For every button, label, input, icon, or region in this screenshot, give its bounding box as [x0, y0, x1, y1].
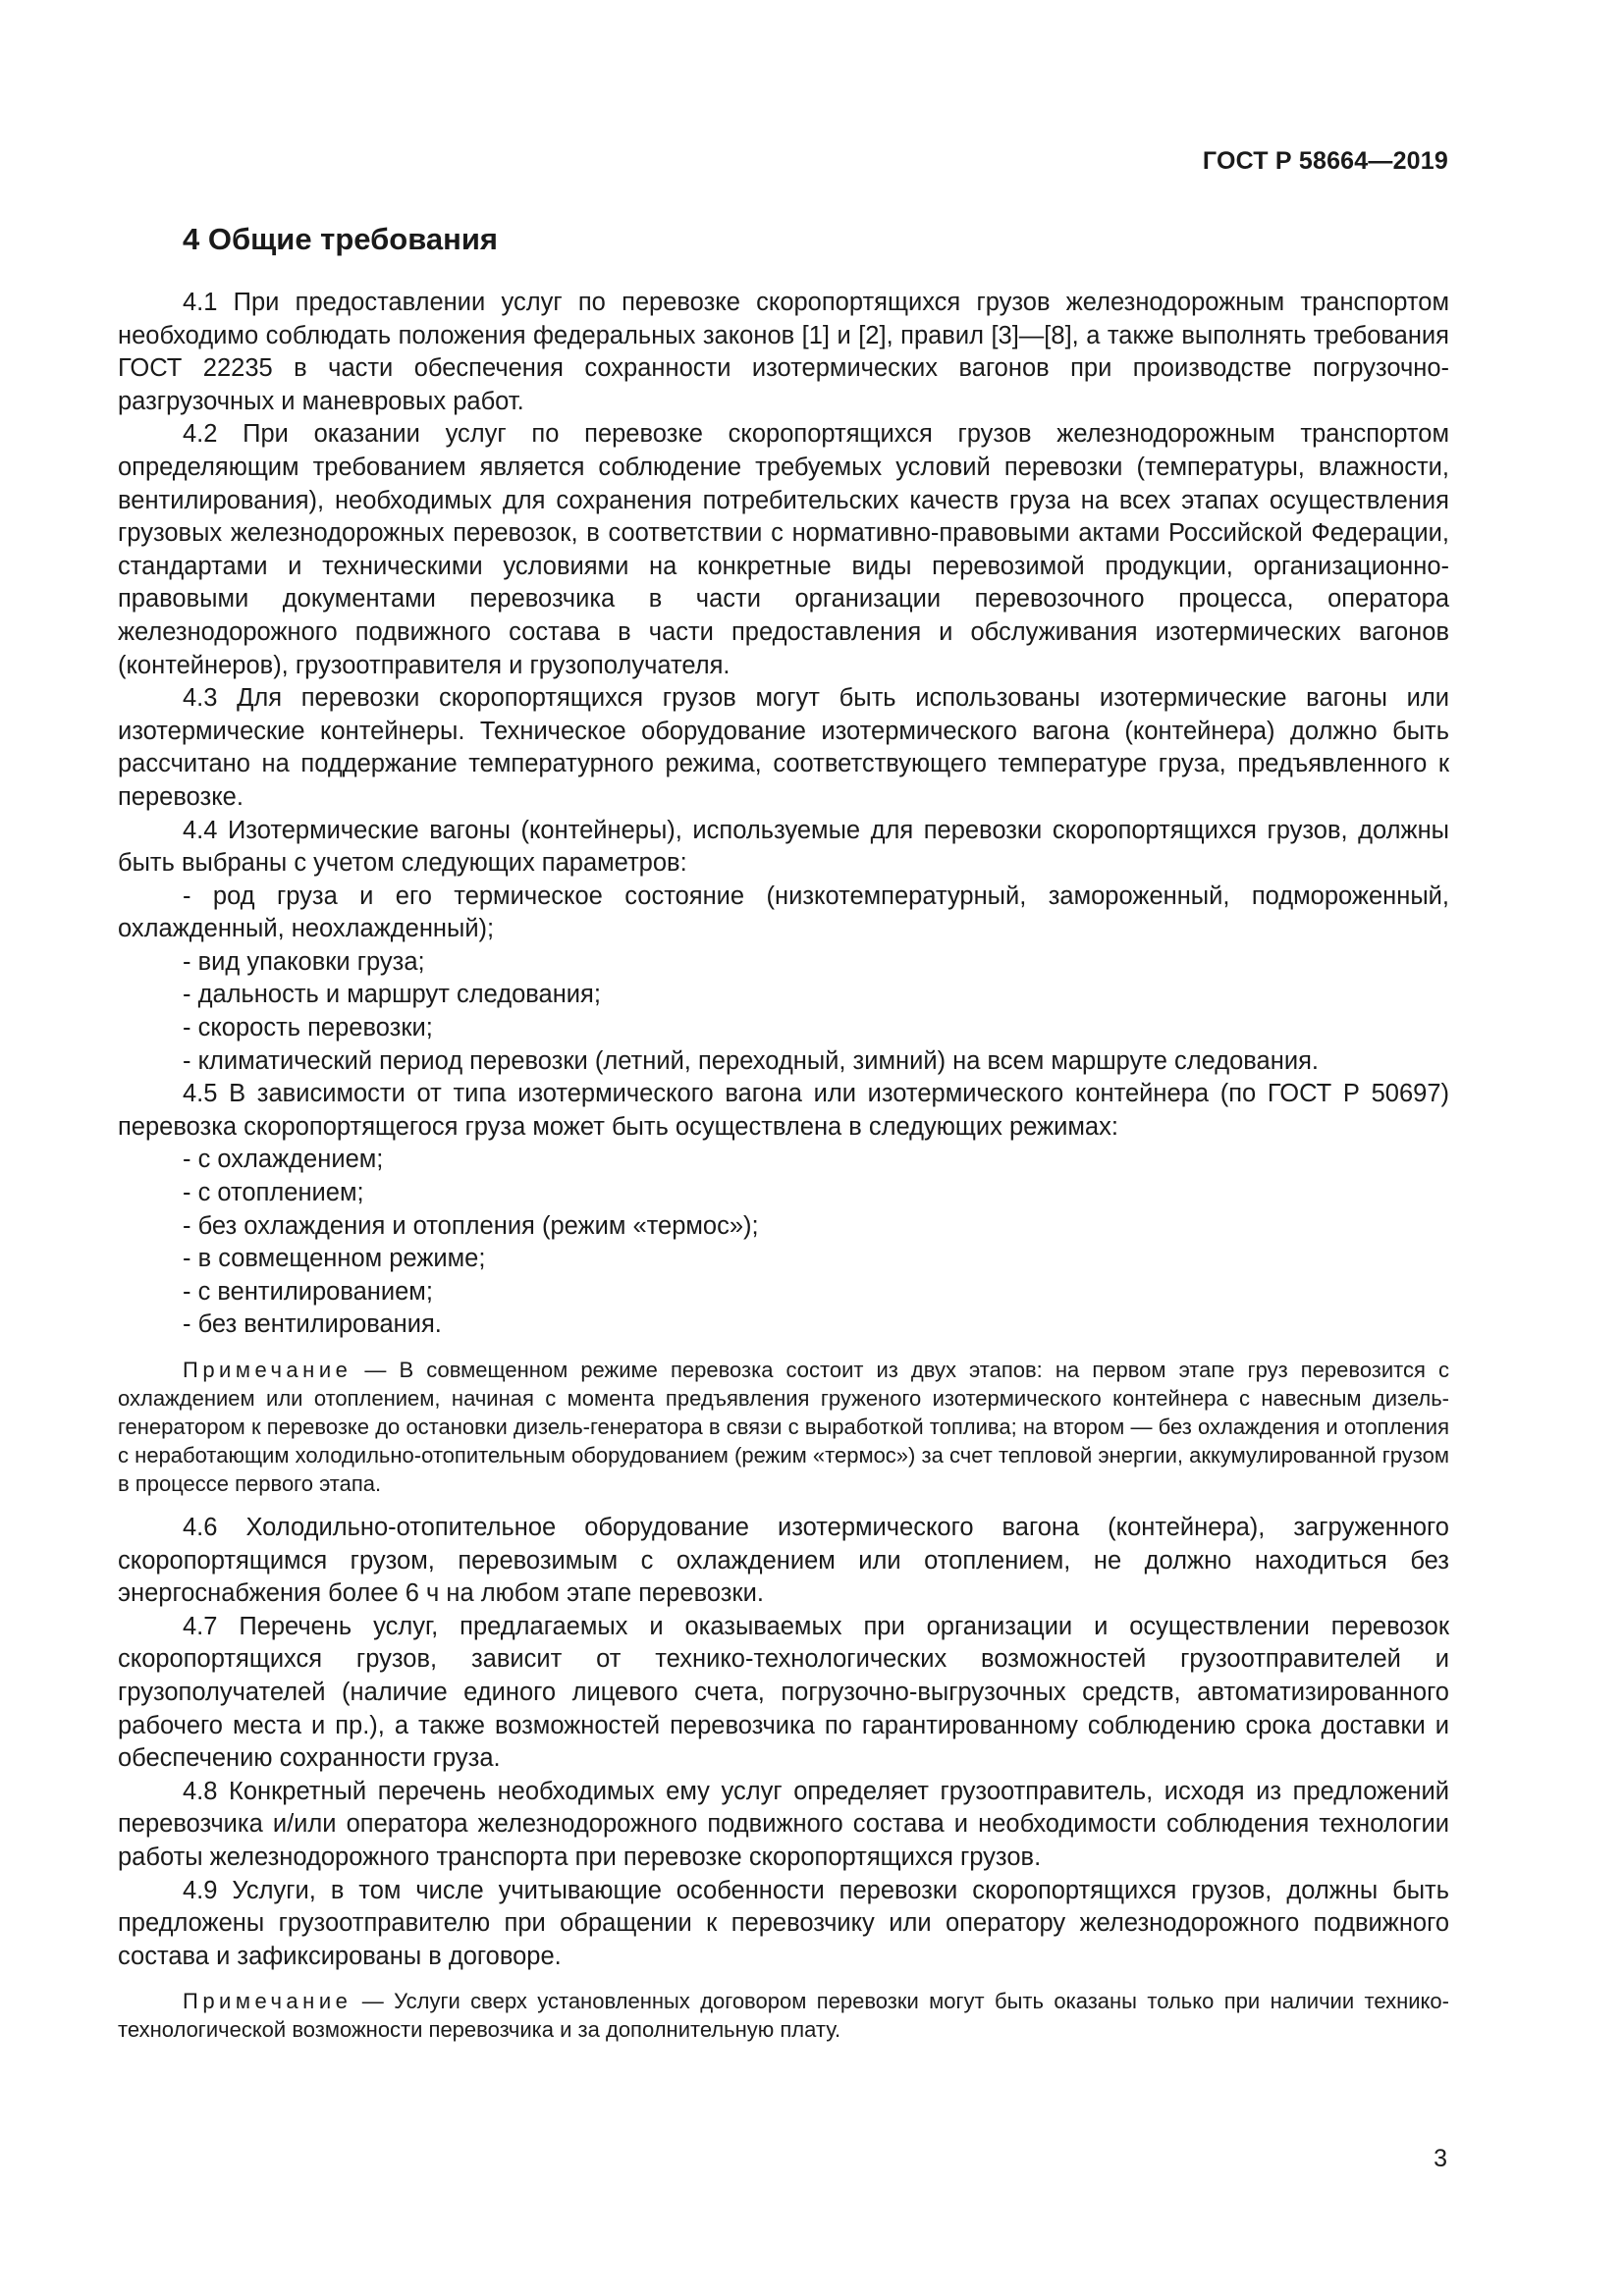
paragraph-4-7: 4.7 Перечень услуг, предлагаемых и оказываемых при организации и осуществлении перевозок скоропортящихся грузов, зависит от технико-технологических возможностей грузоотправителей и грузополучателей (наличие единого лицевого счета, погрузочно-выгрузочных средств, автоматизированного рабочего места и пр.), а также возможностей перевозчика по гарантированному соблюдению срока доставки и обеспечению сохранности груза. — [118, 1612, 1449, 1773]
section-body — [118, 287, 1449, 2057]
list-item: - скорость перевозки; — [183, 1014, 433, 1042]
note-text: — В совмещенном режиме перевозка состоит из двух этапов: на первом этапе груз перевозится с охлаждением или отоплением, начиная с момента предъявления груженого изотермического контейнера с навесным дизель-генератором к перевозке до остановки дизель-генератора в связи с выработкой топлива; на втором — без охлаждения и отопления с неработающим холодильно-отопительным оборудованием (режим «термос») за счет тепловой энергии, аккумулированной грузом в процессе первого этапа. — [118, 1358, 1449, 1496]
note-label: Примечание — [183, 1358, 352, 1382]
note-label: Примечание — [183, 1989, 352, 2014]
section-title: 4 Общие требования — [183, 222, 498, 256]
document-code: ГОСТ Р 58664—2019 — [1202, 147, 1448, 175]
list-item: - вид упаковки груза; — [183, 947, 425, 976]
list-item: - дальность и маршрут следования; — [183, 981, 601, 1009]
page-number: 3 — [1434, 2145, 1447, 2172]
paragraph-4-5: 4.5 В зависимости от типа изотермического вагона или изотермического контейнера (по ГОСТ Р 50697) перевозка скоропортящегося груза может быть осуществлена в следующих режимах: — [118, 1080, 1449, 1141]
list-item: - в совмещенном режиме; — [183, 1245, 486, 1273]
paragraph-4-8: 4.8 Конкретный перечень необходимых ему услуг определяет грузоотправитель, исходя из предложений перевозчика и/или оператора железнодорожного подвижного состава и необходимости соблюдения технологии работы железнодорожного транспорта при перевозке скоропортящихся грузов. — [118, 1777, 1449, 1871]
paragraph-4-9: 4.9 Услуги, в том числе учитывающие особенности перевозки скоропортящихся грузов, должны быть предложены грузоотправителю при обращении к перевозчику или оператору железнодорожного подвижного состава и зафиксированы в договоре. — [118, 1876, 1449, 1970]
note-1 — [118, 1356, 1449, 1498]
list-item: - с охлаждением; — [183, 1146, 384, 1174]
list-item: - без охлаждения и отопления (режим «термос»); — [183, 1211, 759, 1240]
list-item: - климатический период перевозки (летний, переходный, зимний) на всем маршруте следования. — [183, 1046, 1319, 1075]
paragraph-4-2: 4.2 При оказании услуг по перевозке скоропортящихся грузов железнодорожным транспортом определяющим требованием является соблюдение требуемых условий перевозки (температуры, влажности, вентилирования), необходимых для сохранения потребительских качеств груза на всех этапах осуществления грузовых железнодорожных перевозок, в соответствии с нормативно-правовыми актами Российской Федерации, стандартами и техническими условиями на конкретные виды перевозимой продукции, организационно-правовыми документами перевозчика в части организации перевозочного процесса, оператора железнодорожного подвижного состава в части предоставления и обслуживания изотермических вагонов (контейнеров), грузоотправителя и грузополучателя. — [118, 420, 1449, 679]
note-text: — Услуги сверх установленных договором перевозки могут быть оказаны только при наличии технико-технологической возможности перевозчика и за дополнительную плату. — [118, 1989, 1449, 2043]
list-item: - с вентилированием; — [183, 1277, 433, 1306]
list-item: - без вентилирования. — [183, 1310, 442, 1339]
paragraph-4-4: 4.4 Изотермические вагоны (контейнеры), используемые для перевозки скоропортящихся грузов, должны быть выбраны с учетом следующих параметров: — [118, 816, 1449, 878]
paragraph-4-1: 4.1 При предоставлении услуг по перевозке скоропортящихся грузов железнодорожным транспортом необходимо соблюдать положения федеральных законов [1] и [2], правил [3]—[8], а также выполнять требования ГОСТ 22235 в части обеспечения сохранности изотермических вагонов при производстве погрузочно-разгрузочных и маневровых работ. — [118, 289, 1449, 415]
paragraph-4-3: 4.3 Для перевозки скоропортящихся грузов могут быть использованы изотермические вагоны или изотермические контейнеры. Техническое оборудование изотермического вагона (контейнера) должно быть рассчитано на поддержание температурного режима, соответствующего температуре груза, предъявленного к перевозке. — [118, 684, 1449, 811]
list-item: - род груза и его термическое состояние (низкотемпературный, замороженный, подмороженный, охлажденный, неохлажденный); — [118, 881, 1449, 943]
paragraph-4-6: 4.6 Холодильно-отопительное оборудование изотермического вагона (контейнера), загруженного скоропортящимся грузом, перевозимым с охлаждением или отоплением, не должно находиться без энергоснабжения более 6 ч на любом этапе перевозки. — [118, 1514, 1449, 1608]
list-item: - с отоплением; — [183, 1179, 364, 1207]
note-2 — [118, 1987, 1449, 2044]
